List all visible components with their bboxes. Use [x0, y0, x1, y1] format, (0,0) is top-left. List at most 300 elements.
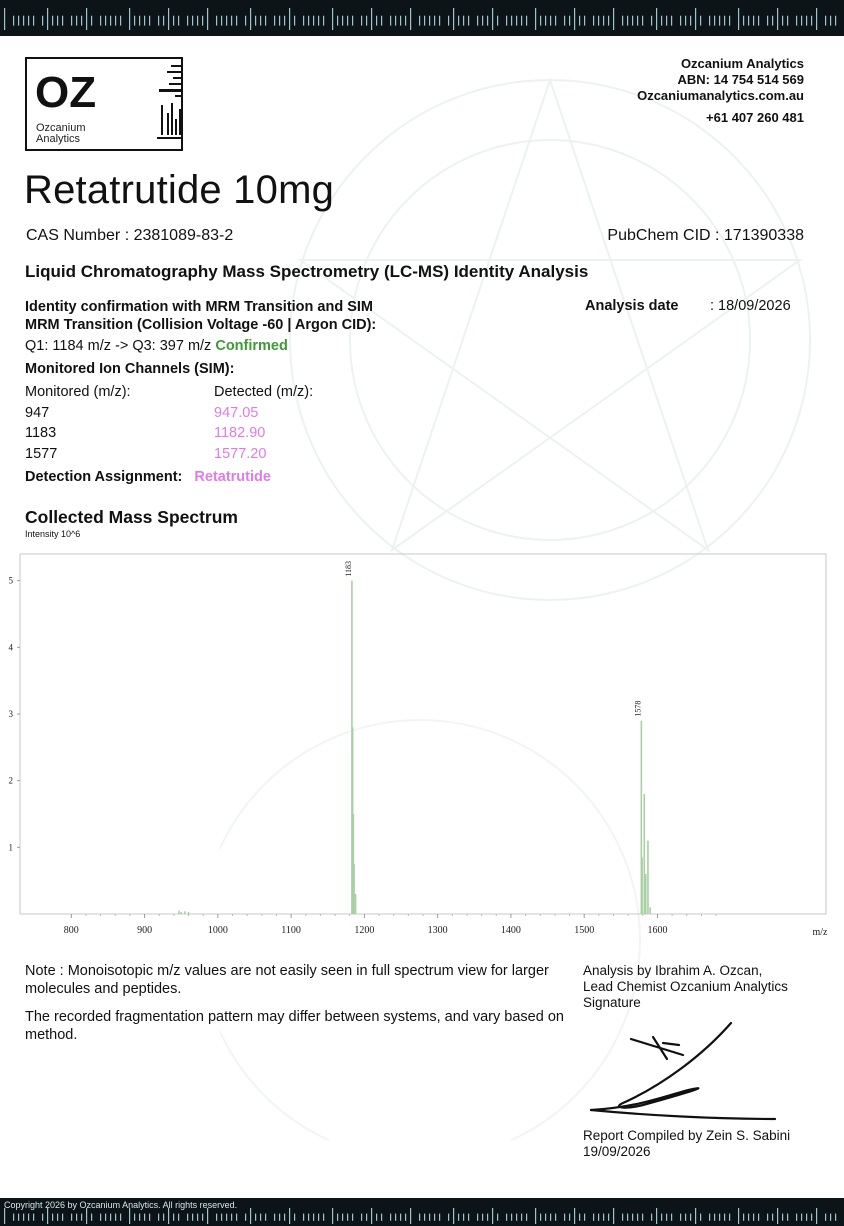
y-tick-label: 2: [8, 775, 13, 786]
band-tick: [134, 16, 135, 26]
band-tick: [627, 1214, 628, 1221]
band-tick: [4, 8, 5, 30]
band-tick: [806, 1214, 807, 1221]
y-tick-label: 1: [8, 842, 13, 853]
band-tick: [772, 16, 773, 26]
detection-assignment: [25, 469, 271, 485]
logo-line-1: Ozcanium: [36, 122, 86, 134]
detected-value: 1182.90: [214, 425, 266, 441]
company-phone: +61 407 260 481: [706, 110, 804, 125]
band-tick: [62, 16, 63, 26]
band-tick: [71, 16, 72, 26]
band-tick: [651, 16, 652, 26]
band-tick: [91, 16, 92, 26]
band-tick: [279, 1214, 280, 1221]
band-tick: [787, 1214, 788, 1221]
band-tick: [574, 8, 575, 30]
handwritten-signature: [583, 1015, 783, 1125]
band-tick: [395, 16, 396, 26]
band-tick: [535, 8, 536, 30]
band-tick: [23, 1214, 24, 1221]
band-tick: [637, 1214, 638, 1221]
band-tick: [187, 1214, 188, 1221]
band-tick: [811, 16, 812, 26]
band-tick: [540, 16, 541, 26]
band-tick: [748, 16, 749, 26]
band-tick: [318, 16, 319, 26]
band-tick: [120, 16, 121, 26]
band-tick: [424, 16, 425, 26]
x-tick-label: 1400: [500, 925, 521, 936]
peak-label: 1183: [343, 560, 353, 577]
band-tick: [255, 16, 256, 26]
band-tick: [719, 16, 720, 26]
band-tick: [627, 16, 628, 26]
band-tick: [168, 1208, 169, 1224]
band-tick: [81, 1214, 82, 1221]
band-tick: [830, 1214, 831, 1221]
company-abn: ABN: 14 754 514 569: [677, 72, 804, 87]
band-tick: [482, 1214, 483, 1221]
assignment-label: Detection Assignment:: [25, 469, 183, 485]
band-tick: [245, 1214, 246, 1221]
company-name: Ozcanium Analytics: [680, 56, 804, 71]
fragmentation-note: The recorded fragmentation pattern may differ between systems, and vary based on method.: [25, 1009, 564, 1043]
band-tick: [245, 16, 246, 26]
band-tick: [758, 1214, 759, 1221]
logo-line-2: Analytics: [36, 133, 81, 145]
band-tick: [656, 8, 657, 30]
band-tick: [603, 16, 604, 26]
band-tick: [637, 16, 638, 26]
band-tick: [361, 1214, 362, 1221]
band-tick: [526, 1214, 527, 1221]
band-tick: [318, 1214, 319, 1221]
compiled-block: [583, 1128, 790, 1160]
band-tick: [830, 16, 831, 26]
band-tick: [120, 1214, 121, 1221]
x-tick-label: 1200: [354, 925, 375, 936]
band-tick: [134, 1214, 135, 1221]
band-tick: [110, 1214, 111, 1221]
band-tick: [545, 16, 546, 26]
band-tick: [236, 16, 237, 26]
band-tick: [608, 1214, 609, 1221]
band-tick: [274, 1214, 275, 1221]
band-tick: [71, 1214, 72, 1221]
company-info: [637, 56, 804, 126]
band-tick: [419, 16, 420, 26]
monitored-column: [25, 382, 131, 464]
band-tick: [458, 16, 459, 26]
band-tick: [709, 1214, 710, 1221]
band-tick: [458, 1214, 459, 1221]
detected-column: [214, 382, 313, 464]
band-tick: [535, 1208, 536, 1224]
product-title: Retatrutide 10mg: [24, 168, 335, 212]
band-tick: [178, 16, 179, 26]
band-tick: [18, 16, 19, 26]
band-tick: [390, 1214, 391, 1221]
band-tick: [342, 16, 343, 26]
band-tick: [260, 16, 261, 26]
band-tick: [738, 8, 739, 30]
band-tick: [250, 8, 251, 30]
band-tick: [690, 16, 691, 26]
band-tick: [400, 16, 401, 26]
pubchem-cid: PubChem CID : 171390338: [607, 227, 804, 244]
band-tick: [753, 16, 754, 26]
analysis-date-label: Analysis date: [585, 298, 679, 314]
footer-banner: [0, 1198, 844, 1226]
detected-header: Detected (m/z):: [214, 384, 314, 400]
band-tick: [777, 1208, 778, 1224]
band-tick: [468, 16, 469, 26]
band-tick: [115, 16, 116, 26]
band-tick: [651, 1214, 652, 1221]
band-tick: [477, 16, 478, 26]
band-tick: [197, 16, 198, 26]
band-tick: [835, 16, 836, 26]
band-tick: [555, 16, 556, 26]
monitored-header: Monitored (m/z):: [25, 384, 131, 400]
band-tick: [632, 16, 633, 26]
band-tick: [197, 1214, 198, 1221]
band-tick: [516, 16, 517, 26]
band-tick: [139, 1214, 140, 1221]
band-tick: [376, 16, 377, 26]
company-website: Ozcaniumanalytics.com.au: [637, 88, 804, 103]
band-tick: [410, 1208, 411, 1224]
x-axis-label: m/z: [812, 927, 828, 938]
band-tick: [511, 16, 512, 26]
x-tick-label: 900: [137, 925, 153, 936]
spectrum-title: Collected Mass Spectrum: [25, 507, 238, 527]
band-tick: [47, 1208, 48, 1224]
band-tick: [714, 16, 715, 26]
band-tick: [163, 1214, 164, 1221]
band-tick: [642, 16, 643, 26]
monitored-value: 1183: [25, 425, 57, 441]
identity-line: Identity confirmation with MRM Transition and SIM: [25, 299, 373, 315]
band-tick: [294, 16, 295, 26]
band-tick: [313, 1214, 314, 1221]
band-tick: [33, 16, 34, 26]
band-tick: [666, 16, 667, 26]
band-tick: [105, 1214, 106, 1221]
band-tick: [671, 1214, 672, 1221]
band-tick: [497, 16, 498, 26]
signature-label: Signature: [583, 995, 641, 1010]
band-tick: [816, 1208, 817, 1224]
x-tick-label: 1500: [574, 925, 595, 936]
band-tick: [448, 1214, 449, 1221]
band-tick: [284, 1214, 285, 1221]
band-tick: [448, 16, 449, 26]
band-tick: [516, 1214, 517, 1221]
top-barcode-pattern: [0, 0, 844, 36]
band-tick: [748, 1214, 749, 1221]
band-tick: [787, 16, 788, 26]
analyst-name: Analysis by Ibrahim A. Ozcan,: [583, 963, 763, 978]
band-tick: [453, 8, 454, 30]
band-tick: [767, 16, 768, 26]
band-tick: [825, 1214, 826, 1221]
band-tick: [366, 1214, 367, 1221]
compiled-by: Report Compiled by Zein S. Sabini: [583, 1128, 791, 1143]
band-tick: [361, 16, 362, 26]
band-tick: [685, 1214, 686, 1221]
band-tick: [274, 16, 275, 26]
band-tick: [492, 1208, 493, 1224]
band-tick: [700, 16, 701, 26]
band-tick: [144, 16, 145, 26]
monitored-value: 947: [25, 404, 50, 421]
band-tick: [100, 1214, 101, 1221]
band-tick: [709, 16, 710, 26]
band-tick: [207, 8, 208, 30]
band-tick: [260, 1214, 261, 1221]
band-tick: [690, 1214, 691, 1221]
band-tick: [743, 16, 744, 26]
band-tick: [666, 1214, 667, 1221]
band-tick: [332, 1208, 333, 1224]
band-tick: [86, 1208, 87, 1224]
band-tick: [86, 8, 87, 30]
analyst-role: Lead Chemist Ozcanium Analytics: [583, 979, 788, 994]
band-tick: [221, 1214, 222, 1221]
cas-number: CAS Number : 2381089-83-2: [26, 227, 234, 244]
band-tick: [13, 1214, 14, 1221]
band-tick: [622, 1214, 623, 1221]
band-tick: [308, 16, 309, 26]
band-tick: [173, 1214, 174, 1221]
band-tick: [173, 16, 174, 26]
band-tick: [279, 16, 280, 26]
band-tick: [236, 1214, 237, 1221]
band-tick: [23, 16, 24, 26]
band-tick: [487, 16, 488, 26]
band-tick: [33, 1214, 34, 1221]
band-tick: [57, 16, 58, 26]
x-tick-label: 800: [63, 925, 79, 936]
band-tick: [777, 8, 778, 30]
band-tick: [28, 1214, 29, 1221]
band-tick: [608, 16, 609, 26]
q-values: Q1: 1184 m/z -> Q3: 397 m/z: [25, 338, 212, 354]
band-tick: [569, 1214, 570, 1221]
band-tick: [680, 16, 681, 26]
band-tick: [603, 1214, 604, 1221]
band-tick: [424, 1214, 425, 1221]
band-tick: [342, 1214, 343, 1221]
band-tick: [381, 16, 382, 26]
band-tick: [429, 16, 430, 26]
band-tick: [729, 16, 730, 26]
band-tick: [323, 1214, 324, 1221]
x-tick-label: 1600: [647, 925, 668, 936]
band-tick: [371, 1208, 372, 1224]
monoisotopic-note: Note : Monoisotopic m/z values are not easily seen in full spectrum view for larger molecules and peptides.: [25, 963, 549, 997]
band-tick: [13, 16, 14, 26]
band-tick: [545, 1214, 546, 1221]
band-tick: [613, 1208, 614, 1224]
band-tick: [284, 16, 285, 26]
band-tick: [231, 1214, 232, 1221]
band-tick: [526, 16, 527, 26]
plot-frame: [20, 554, 826, 914]
band-tick: [806, 16, 807, 26]
band-tick: [62, 1214, 63, 1221]
band-tick: [303, 1214, 304, 1221]
band-tick: [47, 8, 48, 30]
band-tick: [555, 1214, 556, 1221]
x-tick-label: 1300: [427, 925, 448, 936]
band-tick: [255, 1214, 256, 1221]
band-tick: [149, 16, 150, 26]
band-tick: [593, 16, 594, 26]
spectrum-intensity-label: Intensity 10^6: [25, 529, 81, 539]
band-tick: [521, 1214, 522, 1221]
analysis-date-value: : 18/09/2026: [710, 298, 791, 314]
band-tick: [110, 16, 111, 26]
band-tick: [550, 16, 551, 26]
confirmed-badge: Confirmed: [215, 338, 288, 354]
monitored-value: 1577: [25, 445, 58, 462]
band-tick: [511, 1214, 512, 1221]
band-tick: [216, 16, 217, 26]
band-tick: [221, 16, 222, 26]
mass-spectrum-chart: [0, 545, 844, 945]
band-tick: [767, 1214, 768, 1221]
band-tick: [202, 16, 203, 26]
y-tick-label: 5: [8, 575, 13, 586]
band-tick: [115, 1214, 116, 1221]
band-tick: [149, 1214, 150, 1221]
band-tick: [332, 8, 333, 30]
band-tick: [714, 1214, 715, 1221]
band-tick: [158, 16, 159, 26]
detected-value: 947.05: [214, 404, 259, 421]
band-tick: [429, 1214, 430, 1221]
x-tick-label: 1000: [207, 925, 228, 936]
band-tick: [758, 16, 759, 26]
detected-value: 1577.20: [214, 445, 267, 462]
band-tick: [187, 16, 188, 26]
band-tick: [482, 16, 483, 26]
sim-heading: Monitored Ion Channels (SIM):: [25, 361, 235, 377]
band-tick: [801, 16, 802, 26]
band-tick: [593, 1214, 594, 1221]
band-tick: [250, 1208, 251, 1224]
band-tick: [796, 16, 797, 26]
section-title: Liquid Chromatography Mass Spectrometry (LC-MS) Identity Analysis: [25, 262, 589, 281]
band-tick: [390, 16, 391, 26]
analyst-block: [583, 963, 788, 1011]
top-banner: [0, 0, 844, 36]
band-tick: [816, 8, 817, 30]
band-tick: [719, 1214, 720, 1221]
band-tick: [661, 1214, 662, 1221]
band-tick: [76, 16, 77, 26]
band-tick: [168, 8, 169, 30]
band-tick: [506, 1214, 507, 1221]
x-tick-label: 1100: [281, 925, 301, 936]
band-tick: [308, 1214, 309, 1221]
band-tick: [584, 1214, 585, 1221]
band-tick: [569, 16, 570, 26]
band-tick: [463, 1214, 464, 1221]
band-tick: [216, 1214, 217, 1221]
band-tick: [550, 1214, 551, 1221]
band-tick: [825, 16, 826, 26]
band-tick: [294, 1214, 295, 1221]
band-tick: [439, 16, 440, 26]
band-tick: [506, 16, 507, 26]
band-tick: [584, 16, 585, 26]
band-tick: [202, 1214, 203, 1221]
logo-wordmark: [36, 123, 86, 145]
band-tick: [395, 1214, 396, 1221]
band-tick: [4, 1208, 5, 1224]
band-tick: [163, 16, 164, 26]
band-tick: [835, 1214, 836, 1221]
band-tick: [801, 1214, 802, 1221]
band-tick: [18, 1214, 19, 1221]
band-tick: [492, 8, 493, 30]
band-tick: [753, 1214, 754, 1221]
band-tick: [796, 1214, 797, 1221]
band-tick: [42, 1214, 43, 1221]
band-tick: [405, 16, 406, 26]
band-tick: [405, 1214, 406, 1221]
band-tick: [347, 1214, 348, 1221]
band-tick: [366, 16, 367, 26]
band-tick: [303, 16, 304, 26]
band-tick: [419, 1214, 420, 1221]
band-tick: [226, 16, 227, 26]
band-tick: [700, 1214, 701, 1221]
band-tick: [564, 1214, 565, 1221]
band-tick: [656, 1208, 657, 1224]
band-tick: [724, 1214, 725, 1221]
band-tick: [81, 16, 82, 26]
band-tick: [192, 16, 193, 26]
band-tick: [598, 16, 599, 26]
band-tick: [622, 16, 623, 26]
band-tick: [434, 1214, 435, 1221]
band-tick: [477, 1214, 478, 1221]
band-tick: [738, 1208, 739, 1224]
band-tick: [487, 1214, 488, 1221]
band-tick: [695, 1208, 696, 1224]
band-tick: [139, 16, 140, 26]
band-tick: [265, 1214, 266, 1221]
band-tick: [129, 8, 130, 30]
band-tick: [497, 1214, 498, 1221]
peak-label: 1578: [633, 700, 643, 717]
band-tick: [100, 16, 101, 26]
band-tick: [231, 16, 232, 26]
assignment-value: Retatrutide: [194, 469, 271, 485]
band-tick: [289, 1208, 290, 1224]
band-tick: [695, 8, 696, 30]
band-tick: [463, 16, 464, 26]
band-tick: [52, 16, 53, 26]
band-tick: [337, 16, 338, 26]
band-tick: [144, 1214, 145, 1221]
band-tick: [192, 1214, 193, 1221]
